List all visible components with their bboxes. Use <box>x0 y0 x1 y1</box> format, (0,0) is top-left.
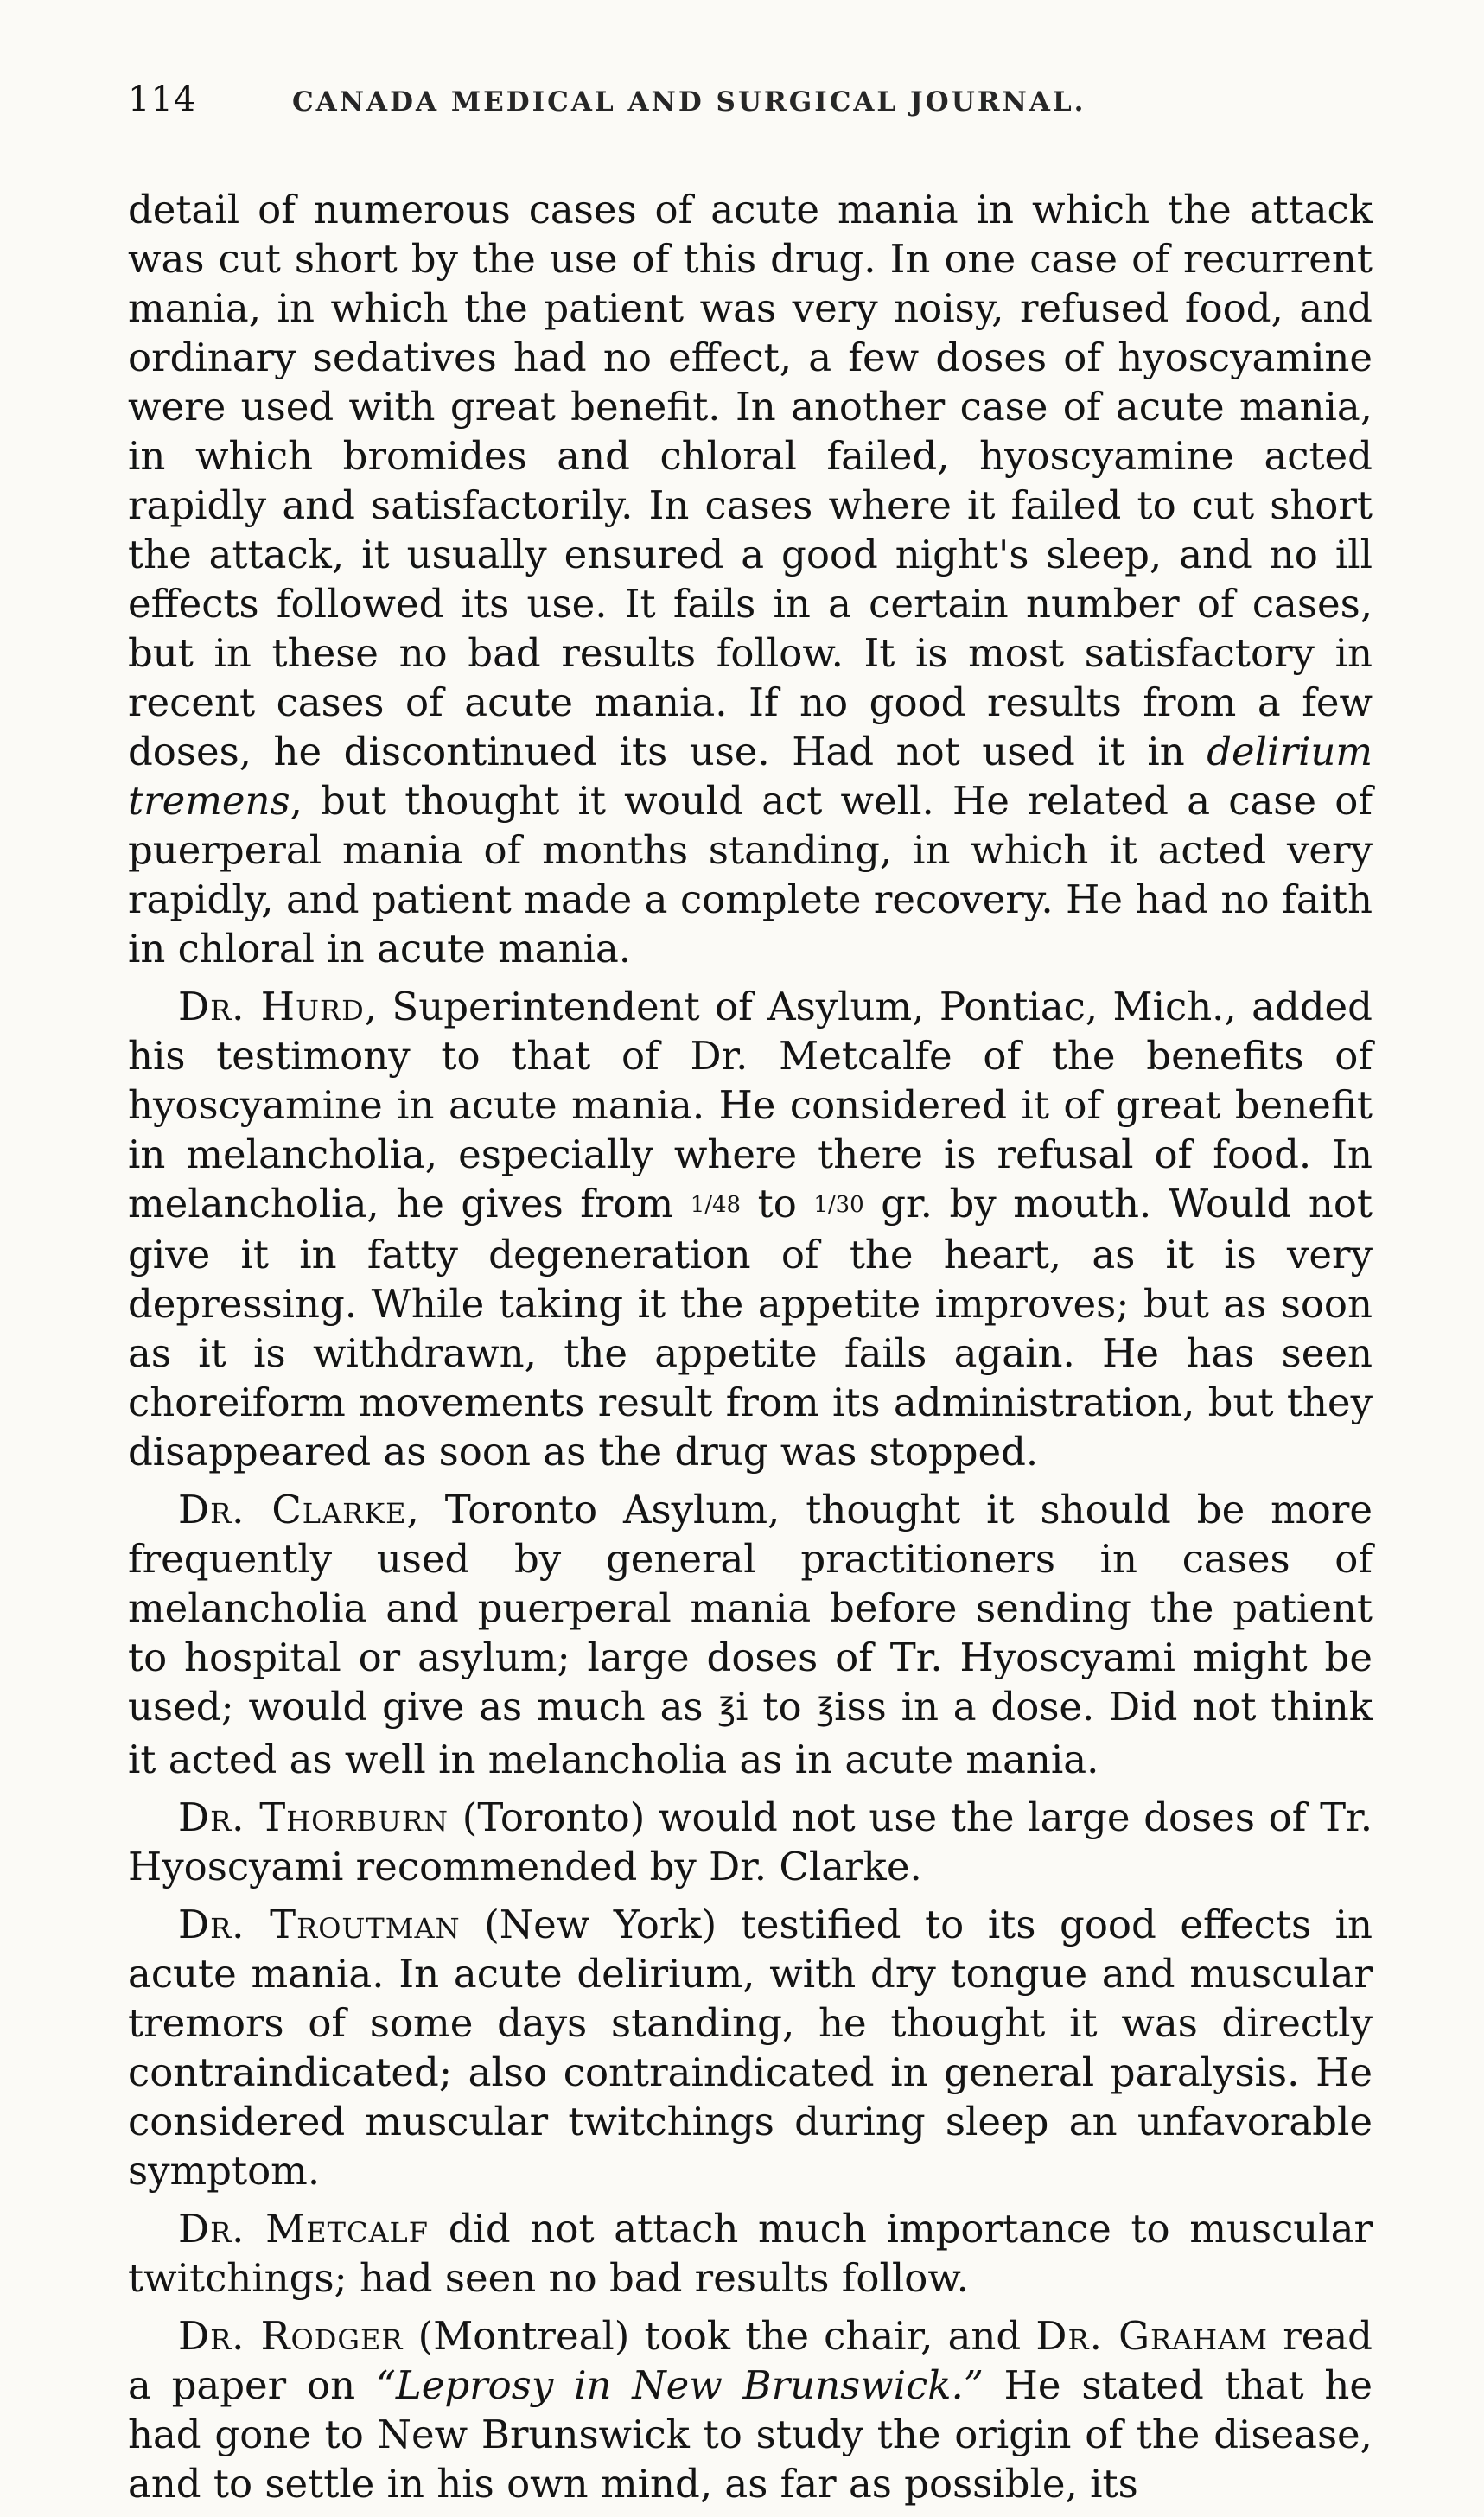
paragraph-dr-rodger <box>128 2311 1373 2508</box>
page-number: 114 <box>128 80 197 119</box>
paragraph-hyoscyamine-cases <box>128 185 1373 973</box>
article-body <box>128 185 1373 2508</box>
paragraph-text: detail of numerous cases of acute mania in which the attack was cut short by the use of this drug. In one case of recurrent mania, in which the patient was very noisy, refused food, and ordinary sedatives had no effect, a few doses of hyoscyamine were used with great benefit. In another case of acute mania, in which bromides and chloral failed, hyoscyamine acted rapidly and satisfactorily. In cases where it failed to cut short the attack, it usually ensured a good night's sleep, and no ill effects followed its use. It fails in a certain number of cases, but in these no bad results follow. It is most satisfactory in recent cases of acute mania. If no good results from a few doses, he discontinued its use. Had not used it in <box>128 187 1373 774</box>
ounce-symbol: ℥ <box>816 1692 835 1728</box>
paragraph-text: i to <box>736 1684 817 1730</box>
journal-page <box>128 80 1373 2517</box>
paragraph-text: , Superintendent of Asylum, Pontiac, Mich., added his testimony to that of Dr. Metcalfe of the benefits of hyoscyamine in acute mania. He considered it of great benefit in melancholia, especially where there is refusal of food. In melancholia, he gives from <box>128 984 1373 1227</box>
paragraph-dr-thorburn <box>128 1793 1373 1891</box>
paragraph-text: did not attach much importance to muscular twitchings; had seen no bad results follow. <box>128 2206 1373 2301</box>
italic-term: delirium tremens <box>128 729 1373 824</box>
speaker-name: Dr. Troutman <box>178 1902 461 1947</box>
speaker-name: Dr. Clarke <box>178 1487 407 1533</box>
speaker-name: Dr. Hurd <box>178 984 365 1029</box>
paragraph-text: read a paper on <box>128 2313 1373 2408</box>
paragraph-dr-clarke <box>128 1485 1373 1784</box>
paragraph-text: , Toronto Asylum, thought it should be more frequently used by general practitioners in cases of melancholia and puerperal mania before sending the patient to hospital or asylum; large doses of Tr. Hyoscyami might be used; would give as much as <box>128 1487 1373 1730</box>
ounce-symbol: ℥ <box>717 1692 736 1728</box>
speaker-name: Dr. Thorburn <box>178 1794 449 1840</box>
paragraph-text: , but thought it would act well. He related a case of puerperal mania of months standing, in which it acted very rapidly, and patient made a complete recovery. He had no faith in chloral in acute mania. <box>128 778 1373 972</box>
paragraph-text: to <box>741 1181 814 1227</box>
paragraph-text: (Toronto) would not use the large doses of Tr. Hyoscyami recommended by Dr. Clarke. <box>128 1794 1373 1889</box>
paragraph-text: He stated that he had gone to New Brunswick to study the origin of the disease, and to settle in his own mind, as far as possible, its <box>128 2362 1373 2507</box>
paragraph-dr-metcalf <box>128 2204 1373 2303</box>
paragraph-text: gr. by mouth. Would not give it in fatty degeneration of the heart, as it is very depressing. While taking it the appetite improves; but as soon as it is withdrawn, the appetite fails again. He has seen choreiform movements result from its administration, but they disappeared as soon as the drug was stopped. <box>128 1181 1373 1475</box>
dose-fraction: 1/30 <box>813 1192 864 1218</box>
speaker-name: Dr. Graham <box>1035 2313 1269 2359</box>
speaker-name: Dr. Metcalf <box>178 2206 430 2252</box>
paragraph-text: (Montreal) took the chair, and <box>403 2313 1036 2359</box>
running-head <box>128 80 1373 149</box>
paragraph-dr-hurd <box>128 982 1373 1476</box>
speaker-name: Dr. Rodger <box>178 2313 404 2359</box>
paragraph-text: iss in a dose. Did not think it acted as well in melancholia as in acute mania. <box>128 1684 1373 1782</box>
paragraph-dr-troutman <box>128 1900 1373 2195</box>
dose-fraction: 1/48 <box>690 1192 742 1218</box>
journal-title: CANADA MEDICAL AND SURGICAL JOURNAL. <box>292 86 1086 118</box>
paper-title: “Leprosy in New Brunswick.” <box>375 2362 984 2408</box>
paragraph-text: (New York) testified to its good effects in acute mania. In acute delirium, with dry tongue and muscular tremors of some days standing, he thought it was directly contraindicated; also contraindicated in general paralysis. He considered muscular twitchings during sleep an unfavorable symptom. <box>128 1902 1373 2194</box>
